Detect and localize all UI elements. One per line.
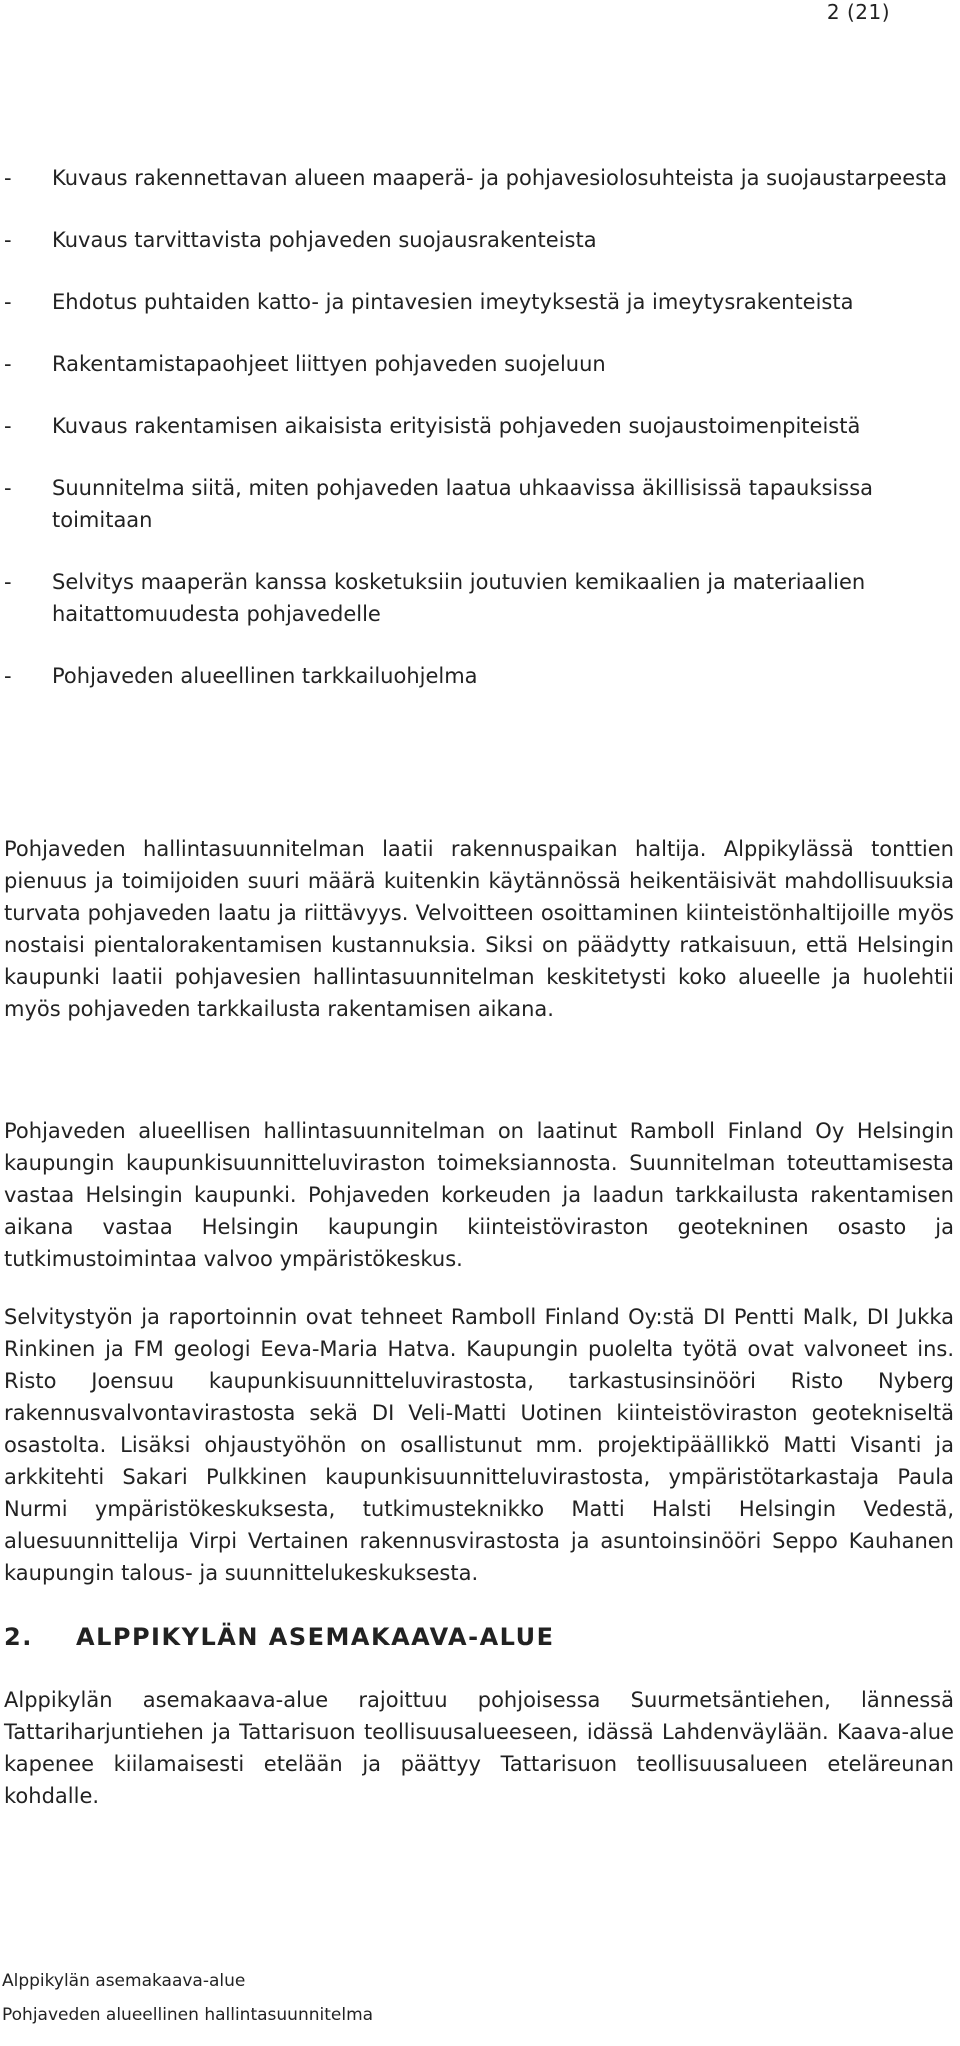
page-number: 2 (21) <box>826 0 890 24</box>
section-title: ALPPIKYLÄN ASEMAKAAVA-ALUE <box>76 1623 555 1651</box>
list-item-text: Kuvaus tarvittavista pohjaveden suojausrakenteista <box>52 228 597 252</box>
list-item-text: Rakentamistapaohjeet liittyen pohjaveden suojeluun <box>52 352 606 376</box>
list-item <box>4 660 954 692</box>
dash-marker: - <box>4 228 12 252</box>
list-item <box>4 286 954 318</box>
dash-marker: - <box>4 570 12 594</box>
page-footer <box>2 1964 373 2032</box>
list-item <box>4 410 954 442</box>
paragraph-contributors: Selvitystyön ja raportoinnin ovat tehneet Ramboll Finland Oy:stä DI Pentti Malk, DI Jukka Rinkinen ja FM geologi Eeva-Maria Hatva. Kaupungin puolelta työtä ovat valvoneet ins. Risto Joensuu kaupunkisuunnitteluvirastosta, tarkastusinsinööri Risto Nyberg rakennusvalvontavirastosta sekä DI Veli-Matti Uotinen kiinteistöviraston geotekniseltä osastolta. Lisäksi ohjaustyöhön on osallistunut mm. projektipäällikkö Matti Visanti ja arkkitehti Sakari Pulkkinen kaupunkisuunnitteluvirastosta, ympäristötarkastaja Paula Nurmi ympäristökeskuksesta, tutkimusteknikko Matti Halsti Helsingin Vedestä, aluesuunnittelija Virpi Vertainen rakennusvirastosta ja asuntoinsinööri Seppo Kauhanen kaupungin talous- ja suunnittelukeskuksesta. <box>4 1305 954 1585</box>
paragraph-responsibility: Pohjaveden hallintasuunnitelman laatii rakennuspaikan haltija. Alppikylässä tonttien pienuus ja toimijoiden suuri määrä kuitenkin käytännössä heikentäisivät mahdollisuuksia turvata pohjaveden laatu ja riittävyys. Velvoitteen osoittaminen kiinteistönhaltijoille myös nostaisi pientalorakentamisen kustannuksia. Siksi on päädytty ratkaisuun, että Helsingin kaupunki laatii pohjavesien hallintasuunnitelman keskitetysti koko alueelle ja huolehtii myös pohjaveden tarkkailusta rakentamisen aikana. <box>4 837 954 1021</box>
footer-line-2: Pohjaveden alueellinen hallintasuunnitelma <box>2 2005 374 2025</box>
list-item <box>4 566 954 630</box>
dash-marker: - <box>4 166 12 190</box>
section-heading <box>4 1623 554 1651</box>
list-item <box>4 162 954 194</box>
section-number: 2. <box>4 1623 33 1651</box>
dash-marker: - <box>4 352 12 376</box>
list-item-text: Pohjaveden alueellinen tarkkailuohjelma <box>52 664 478 688</box>
requirements-list <box>4 162 954 722</box>
list-item-text: Suunnitelma siitä, miten pohjaveden laatua uhkaavissa äkillisissä tapauksissa toimitaan <box>52 476 874 532</box>
list-item-text: Selvitys maaperän kanssa kosketuksiin joutuvien kemikaalien ja materiaalien haitattomuudesta pohjavedelle <box>52 570 866 626</box>
footer-line-1: Alppikylän asemakaava-alue <box>2 1971 246 1991</box>
dash-marker: - <box>4 290 12 314</box>
list-item-text: Kuvaus rakentamisen aikaisista erityisistä pohjaveden suojaustoimenpiteistä <box>52 414 861 438</box>
list-item-text: Kuvaus rakennettavan alueen maaperä- ja pohjavesiolosuhteista ja suojaustarpeesta <box>52 166 948 190</box>
dash-marker: - <box>4 476 12 500</box>
dash-marker: - <box>4 664 12 688</box>
list-item <box>4 472 954 536</box>
list-item <box>4 348 954 380</box>
section-paragraph: Alppikylän asemakaava-alue rajoittuu pohjoisessa Suurmetsäntiehen, lännessä Tattariharjuntiehen ja Tattarisuon teollisuusalueeseen, idässä Lahdenväylään. Kaava-alue kapenee kiilamaisesti etelään ja päättyy Tattarisuon teollisuusalueen eteläreunan kohdalle. <box>4 1688 954 1808</box>
paragraph-plan-author: Pohjaveden alueellisen hallintasuunnitelman on laatinut Ramboll Finland Oy Helsingin kaupungin kaupunkisuunnitteluviraston toimeksiannosta. Suunnitelman toteuttamisesta vastaa Helsingin kaupunki. Pohjaveden korkeuden ja laadun tarkkailusta rakentamisen aikana vastaa Helsingin kaupungin kiinteistöviraston geotekninen osasto ja tutkimustoimintaa valvoo ympäristökeskus. <box>4 1119 954 1271</box>
dash-marker: - <box>4 414 12 438</box>
list-item-text: Ehdotus puhtaiden katto- ja pintavesien imeytyksestä ja imeytysrakenteista <box>52 290 854 314</box>
list-item <box>4 224 954 256</box>
